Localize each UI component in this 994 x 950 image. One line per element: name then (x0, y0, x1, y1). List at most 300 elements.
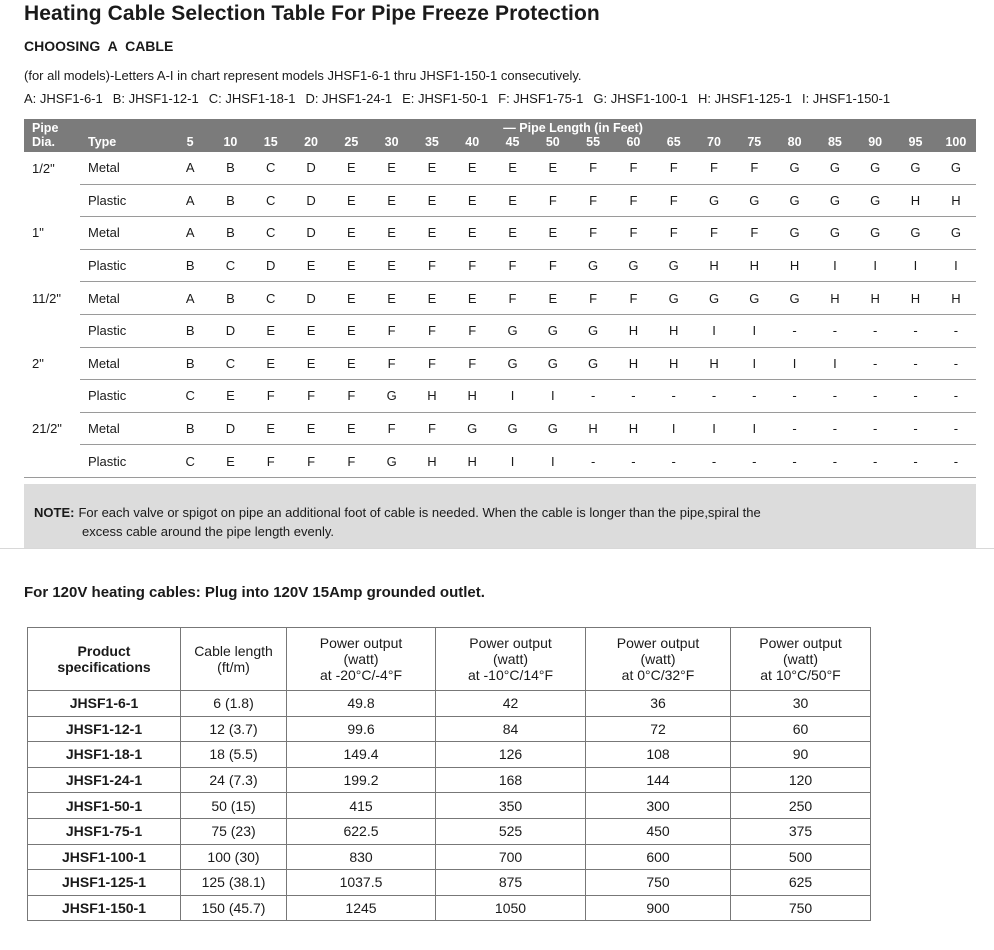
model-letter-cell: F (331, 445, 371, 478)
model-letter-cell: - (855, 380, 895, 413)
model-letter-cell: B (210, 184, 250, 217)
length-header-cell: 70 (694, 135, 734, 152)
spec-header-line: (watt) (640, 651, 676, 667)
pipe-type-cell: Metal (80, 412, 170, 445)
model-letter-cell: I (936, 249, 977, 282)
length-header-cell: 35 (412, 135, 452, 152)
model-letter-cell: G (573, 347, 613, 380)
model-letter-cell: I (815, 347, 855, 380)
spec-row (28, 767, 871, 793)
model-letter-cell: F (694, 217, 734, 250)
model-letter-cell: E (291, 314, 331, 347)
spec-value-cell: 144 (586, 767, 731, 793)
model-letter-cell: E (210, 445, 250, 478)
pipe-dia-cell (24, 249, 80, 282)
spec-value-cell: 125 (38.1) (181, 870, 287, 896)
length-header-cell: 85 (815, 135, 855, 152)
model-letter-cell: I (734, 314, 774, 347)
model-letter-cell: H (573, 412, 613, 445)
model-letter-cell: H (412, 380, 452, 413)
spec-value-cell: 149.4 (287, 742, 436, 768)
model-letter-cell: E (331, 152, 371, 184)
model-letter-cell: E (452, 217, 492, 250)
product-name-cell: JHSF1-12-1 (28, 716, 181, 742)
model-letter-cell: F (412, 314, 452, 347)
length-header-cell: 30 (371, 135, 411, 152)
model-letter-cell: G (774, 282, 814, 315)
spec-header-line: at 0°C/32°F (621, 667, 695, 683)
model-letter-cell: G (613, 249, 653, 282)
model-letter-cell: H (654, 314, 694, 347)
model-letter-cell: C (251, 184, 291, 217)
model-key-item: D: JHSF1-24-1 (305, 91, 393, 106)
model-letter-cell: D (210, 314, 250, 347)
model-letter-cell: H (613, 412, 653, 445)
length-header-cell: 95 (895, 135, 935, 152)
spec-header-line: specifications (57, 659, 151, 675)
model-letter-cell: E (371, 152, 411, 184)
model-key (24, 91, 974, 106)
model-letter-cell: G (936, 217, 977, 250)
spec-header-line: Product (77, 643, 131, 659)
model-key-item: H: JHSF1-125-1 (698, 91, 792, 106)
model-letter-cell: C (251, 282, 291, 315)
pipe-dia-cell (24, 380, 80, 413)
spec-value-cell: 750 (586, 870, 731, 896)
spec-value-cell: 99.6 (287, 716, 436, 742)
model-letter-cell: - (815, 314, 855, 347)
model-letter-cell: - (895, 412, 935, 445)
plug-instruction: For 120V heating cables: Plug into 120V 15Amp grounded outlet. (24, 584, 485, 601)
type-header: Type (80, 135, 170, 152)
model-letter-cell: F (251, 380, 291, 413)
selection-row (24, 412, 976, 445)
spec-value-cell: 42 (436, 691, 586, 717)
spec-value-cell: 100 (30) (181, 844, 287, 870)
model-letter-cell: D (210, 412, 250, 445)
model-letter-cell: I (855, 249, 895, 282)
page-title: Heating Cable Selection Table For Pipe Freeze Protection (24, 2, 600, 25)
pipe-type-cell: Plastic (80, 249, 170, 282)
product-name-cell: JHSF1-18-1 (28, 742, 181, 768)
model-letter-cell: F (452, 249, 492, 282)
model-letter-cell: I (694, 412, 734, 445)
pipe-dia-cell: 11/2" (32, 290, 61, 306)
model-letter-cell: D (291, 282, 331, 315)
model-letter-cell: F (412, 412, 452, 445)
model-letter-cell: F (533, 184, 573, 217)
pipe-dia-cell: 21/2" (32, 421, 62, 437)
model-letter-cell: F (452, 347, 492, 380)
model-letter-cell: F (371, 412, 411, 445)
model-letter-cell: G (895, 152, 935, 184)
model-letter-cell: E (331, 314, 371, 347)
model-letter-cell: B (210, 282, 250, 315)
spec-value-cell: 18 (5.5) (181, 742, 287, 768)
section-divider (0, 548, 994, 549)
model-letter-cell: F (694, 152, 734, 184)
model-letter-cell: E (210, 380, 250, 413)
model-letter-cell: G (573, 314, 613, 347)
model-letter-cell: G (654, 249, 694, 282)
model-letter-cell: I (694, 314, 734, 347)
model-letter-cell: F (291, 445, 331, 478)
model-letter-cell: G (734, 184, 774, 217)
spec-value-cell: 36 (586, 691, 731, 717)
model-letter-cell: - (573, 445, 613, 478)
model-letter-cell: B (170, 347, 210, 380)
spec-header-line: Power output (319, 635, 403, 651)
selection-table (24, 119, 976, 478)
length-header-cell: 10 (210, 135, 250, 152)
model-letter-cell: H (895, 184, 935, 217)
model-letter-cell: - (694, 380, 734, 413)
model-letter-cell: E (452, 282, 492, 315)
note-label: NOTE: (34, 505, 75, 520)
model-letter-cell: B (170, 314, 210, 347)
model-letter-cell: E (331, 412, 371, 445)
model-letter-cell: I (774, 347, 814, 380)
model-letter-cell: A (170, 184, 210, 217)
pipe-dia-cell: 1" (32, 225, 44, 241)
length-header-cell: 25 (331, 135, 371, 152)
pipe-type-cell: Plastic (80, 445, 170, 478)
spec-value-cell: 6 (1.8) (181, 691, 287, 717)
model-letter-cell: H (936, 184, 977, 217)
spec-value-cell: 60 (731, 716, 871, 742)
selection-row (24, 380, 976, 413)
spec-header-line: Power output (469, 635, 552, 651)
model-letter-cell: I (734, 347, 774, 380)
model-letter-cell: - (694, 445, 734, 478)
spec-value-cell: 525 (436, 818, 586, 844)
spec-value-cell: 72 (586, 716, 731, 742)
model-letter-cell: F (654, 184, 694, 217)
model-letter-cell: - (936, 380, 977, 413)
product-name-cell: JHSF1-24-1 (28, 767, 181, 793)
model-letter-cell: H (694, 347, 734, 380)
pipe-type-cell: Metal (80, 347, 170, 380)
spec-value-cell: 1050 (436, 895, 586, 921)
model-letter-cell: I (815, 249, 855, 282)
spec-header-cell (181, 628, 287, 691)
model-letter-cell: G (492, 314, 532, 347)
model-letter-cell: - (936, 445, 977, 478)
model-letter-cell: E (371, 282, 411, 315)
model-letter-cell: I (533, 380, 573, 413)
model-letter-cell: G (694, 282, 734, 315)
pipe-type-cell: Plastic (80, 184, 170, 217)
model-letter-cell: E (291, 412, 331, 445)
model-letter-cell: F (613, 184, 653, 217)
spec-value-cell: 875 (436, 870, 586, 896)
model-letter-cell: - (774, 445, 814, 478)
model-letter-cell: E (492, 184, 532, 217)
spec-value-cell: 108 (586, 742, 731, 768)
model-letter-cell: A (170, 282, 210, 315)
model-letter-cell: H (774, 249, 814, 282)
model-letter-cell: G (774, 217, 814, 250)
pipe-dia-cell (24, 445, 80, 478)
spec-header-cell (731, 628, 871, 691)
spec-header-line: at 10°C/50°F (760, 667, 841, 683)
model-letter-cell: F (573, 217, 613, 250)
model-key-item: I: JHSF1-150-1 (801, 91, 891, 106)
spec-header-line: (watt) (783, 651, 818, 667)
model-letter-cell: I (492, 445, 532, 478)
model-letter-cell: G (815, 152, 855, 184)
model-key-item: C: JHSF1-18-1 (208, 91, 296, 106)
model-letter-cell: - (855, 445, 895, 478)
model-letter-cell: C (251, 152, 291, 184)
spec-value-cell: 1037.5 (287, 870, 436, 896)
model-letter-cell: E (412, 184, 452, 217)
product-name-cell: JHSF1-75-1 (28, 818, 181, 844)
model-letter-cell: A (170, 152, 210, 184)
length-header-cell: 55 (573, 135, 613, 152)
spec-value-cell: 24 (7.3) (181, 767, 287, 793)
spec-row (28, 742, 871, 768)
model-letter-cell: F (492, 249, 532, 282)
model-letter-cell: G (855, 217, 895, 250)
pipe-type-cell: Metal (80, 152, 170, 184)
model-letter-cell: G (734, 282, 774, 315)
selection-row (24, 184, 976, 217)
model-letter-cell: - (855, 314, 895, 347)
spec-header-line: (ft/m) (217, 659, 250, 675)
length-header-cell: 45 (492, 135, 532, 152)
model-letter-cell: I (492, 380, 532, 413)
spec-value-cell: 300 (586, 793, 731, 819)
model-letter-cell: G (654, 282, 694, 315)
spec-value-cell: 150 (45.7) (181, 895, 287, 921)
length-header-cell: 65 (654, 135, 694, 152)
product-name-cell: JHSF1-6-1 (28, 691, 181, 717)
model-letter-cell: F (734, 152, 774, 184)
model-letter-cell: H (734, 249, 774, 282)
model-letter-cell: F (291, 380, 331, 413)
model-letter-cell: G (855, 184, 895, 217)
model-letter-cell: F (371, 314, 411, 347)
model-letter-cell: - (774, 380, 814, 413)
pipe-type-cell: Metal (80, 217, 170, 250)
spec-value-cell: 375 (731, 818, 871, 844)
spec-value-cell: 1245 (287, 895, 436, 921)
model-letter-cell: C (251, 217, 291, 250)
model-letter-cell: E (452, 184, 492, 217)
spec-value-cell: 12 (3.7) (181, 716, 287, 742)
spec-value-cell: 900 (586, 895, 731, 921)
pipe-length-header: — Pipe Length (in Feet) (170, 119, 976, 135)
model-letter-cell: G (936, 152, 977, 184)
model-letter-cell: I (533, 445, 573, 478)
model-letter-cell: H (452, 445, 492, 478)
model-letter-cell: G (815, 217, 855, 250)
model-letter-cell: G (774, 184, 814, 217)
model-key-item: G: JHSF1-100-1 (593, 91, 689, 106)
intro-text: (for all models)-Letters A-I in chart represent models JHSF1-6-1 thru JHSF1-150-1 consecutively. (24, 68, 582, 83)
model-letter-cell: H (613, 314, 653, 347)
model-letter-cell: H (895, 282, 935, 315)
model-letter-cell: E (371, 217, 411, 250)
pipe-dia-cell: 2" (32, 355, 44, 371)
model-letter-cell: H (936, 282, 977, 315)
model-letter-cell: D (291, 217, 331, 250)
model-key-item: F: JHSF1-75-1 (498, 91, 584, 106)
spec-row (28, 844, 871, 870)
model-letter-cell: E (251, 412, 291, 445)
note-box (24, 484, 976, 548)
spec-row (28, 691, 871, 717)
model-letter-cell: E (412, 282, 452, 315)
model-letter-cell: F (654, 152, 694, 184)
model-letter-cell: G (533, 412, 573, 445)
model-letter-cell: - (734, 380, 774, 413)
model-letter-cell: H (452, 380, 492, 413)
model-letter-cell: E (371, 249, 411, 282)
model-letter-cell: F (412, 249, 452, 282)
spec-row (28, 716, 871, 742)
model-letter-cell: - (936, 347, 977, 380)
pipe-type-cell: Metal (80, 282, 170, 315)
model-letter-cell: - (654, 445, 694, 478)
model-letter-cell: H (694, 249, 734, 282)
product-name-cell: JHSF1-50-1 (28, 793, 181, 819)
pipe-dia-cell: 1/2" (32, 160, 55, 176)
model-letter-cell: E (452, 152, 492, 184)
model-letter-cell: - (654, 380, 694, 413)
model-letter-cell: E (492, 152, 532, 184)
spec-value-cell: 500 (731, 844, 871, 870)
model-letter-cell: G (492, 412, 532, 445)
model-letter-cell: G (694, 184, 734, 217)
length-header-cell: 75 (734, 135, 774, 152)
note-line-1: For each valve or spigot on pipe an additional foot of cable is needed. When the cable is longer than the pipe,spiral the (78, 505, 761, 520)
spec-value-cell: 30 (731, 691, 871, 717)
model-letter-cell: - (734, 445, 774, 478)
model-letter-cell: E (331, 347, 371, 380)
section-subtitle: CHOOSING A CABLE (24, 38, 174, 54)
model-letter-cell: F (573, 152, 613, 184)
selection-row (24, 282, 976, 315)
pipe-dia-cell (24, 184, 80, 217)
model-letter-cell: F (533, 249, 573, 282)
product-name-cell: JHSF1-150-1 (28, 895, 181, 921)
spec-value-cell: 450 (586, 818, 731, 844)
model-letter-cell: D (291, 184, 331, 217)
model-letter-cell: F (331, 380, 371, 413)
model-letter-cell: E (331, 184, 371, 217)
spec-value-cell: 625 (731, 870, 871, 896)
spec-value-cell: 168 (436, 767, 586, 793)
spec-value-cell: 830 (287, 844, 436, 870)
model-letter-cell: F (573, 282, 613, 315)
model-letter-cell: - (613, 445, 653, 478)
spec-row (28, 818, 871, 844)
model-letter-cell: E (331, 282, 371, 315)
model-letter-cell: E (412, 217, 452, 250)
model-letter-cell: - (855, 347, 895, 380)
model-letter-cell: G (895, 217, 935, 250)
model-letter-cell: I (895, 249, 935, 282)
model-letter-cell: C (210, 249, 250, 282)
spec-value-cell: 350 (436, 793, 586, 819)
model-letter-cell: I (734, 412, 774, 445)
model-letter-cell: E (533, 217, 573, 250)
pipe-type-cell: Plastic (80, 380, 170, 413)
pipe-type-cell: Plastic (80, 314, 170, 347)
spec-value-cell: 700 (436, 844, 586, 870)
model-letter-cell: - (774, 412, 814, 445)
model-letter-cell: F (613, 217, 653, 250)
spec-header-cell (436, 628, 586, 691)
model-letter-cell: E (371, 184, 411, 217)
model-letter-cell: H (654, 347, 694, 380)
model-letter-cell: - (936, 412, 977, 445)
spec-header-line: at -10°C/14°F (467, 667, 554, 683)
model-letter-cell: F (371, 347, 411, 380)
spec-value-cell: 126 (436, 742, 586, 768)
model-letter-cell: H (815, 282, 855, 315)
spec-value-cell: 199.2 (287, 767, 436, 793)
model-letter-cell: E (291, 249, 331, 282)
model-letter-cell: G (371, 445, 411, 478)
spec-header-cell (586, 628, 731, 691)
spec-value-cell: 75 (23) (181, 818, 287, 844)
model-letter-cell: - (613, 380, 653, 413)
model-letter-cell: B (210, 217, 250, 250)
spec-value-cell: 750 (731, 895, 871, 921)
product-name-cell: JHSF1-100-1 (28, 844, 181, 870)
model-letter-cell: E (533, 152, 573, 184)
spec-row (28, 895, 871, 921)
model-letter-cell: G (371, 380, 411, 413)
model-letter-cell: G (774, 152, 814, 184)
model-letter-cell: E (492, 217, 532, 250)
model-letter-cell: E (533, 282, 573, 315)
model-letter-cell: E (291, 347, 331, 380)
model-letter-cell: D (251, 249, 291, 282)
length-header-cell: 15 (251, 135, 291, 152)
spec-table (27, 627, 871, 921)
spec-header-cell (28, 628, 181, 691)
spec-value-cell: 622.5 (287, 818, 436, 844)
model-letter-cell: - (855, 412, 895, 445)
note-line-2: excess cable around the pipe length evenly. (82, 524, 334, 539)
model-letter-cell: C (170, 380, 210, 413)
model-letter-cell: H (613, 347, 653, 380)
model-letter-cell: - (573, 380, 613, 413)
spec-header-line: (watt) (343, 651, 379, 667)
spec-row (28, 793, 871, 819)
model-letter-cell: F (573, 184, 613, 217)
spec-value-cell: 84 (436, 716, 586, 742)
spec-header-line: at -20°C/-4°F (320, 667, 402, 683)
model-letter-cell: G (573, 249, 613, 282)
model-letter-cell: G (855, 152, 895, 184)
model-key-item: B: JHSF1-12-1 (112, 91, 199, 106)
spec-value-cell: 600 (586, 844, 731, 870)
spec-value-cell: 120 (731, 767, 871, 793)
model-letter-cell: E (412, 152, 452, 184)
model-letter-cell: - (895, 347, 935, 380)
model-letter-cell: F (613, 282, 653, 315)
model-letter-cell: F (412, 347, 452, 380)
model-letter-cell: - (895, 314, 935, 347)
model-letter-cell: - (936, 314, 977, 347)
selection-row (24, 217, 976, 250)
model-letter-cell: H (412, 445, 452, 478)
